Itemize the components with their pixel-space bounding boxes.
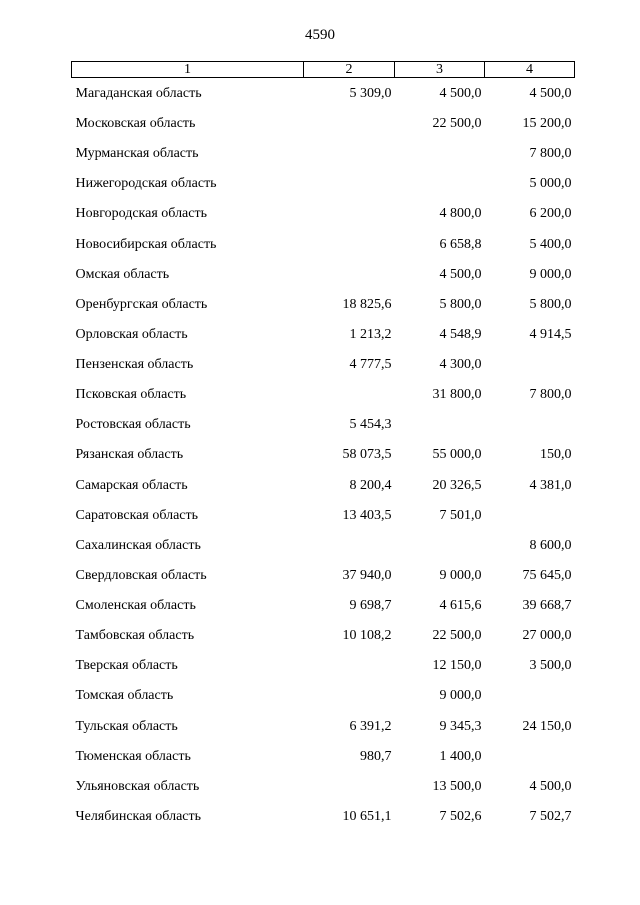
column-2-value: [304, 681, 395, 711]
column-3-value: 1 400,0: [439, 748, 482, 764]
column-3-value: 22 500,0: [432, 116, 482, 132]
column-2-value: 37 940,0: [342, 567, 392, 583]
region-name: Новосибирская область: [75, 236, 217, 252]
region-name: Оренбургская область: [75, 296, 208, 312]
column-2-value: 4 777,5: [349, 357, 392, 373]
column-2-value: 58 073,5: [342, 447, 392, 463]
region-name: Смоленская область: [75, 598, 196, 614]
column-4-value: 150,0: [540, 447, 572, 463]
column-4-value: 4 914,5: [529, 326, 572, 342]
column-4-value: 7 800,0: [529, 146, 572, 162]
column-4-value: 8 600,0: [529, 537, 572, 553]
column-4-value: 4 381,0: [529, 477, 572, 493]
column-header-3: 3: [395, 62, 485, 78]
column-2-value: 8 200,4: [349, 477, 392, 493]
column-2-value: 10 651,1: [342, 808, 392, 824]
table-row: [72, 199, 575, 229]
table-row: [72, 471, 575, 501]
column-4-value: 9 000,0: [529, 266, 572, 282]
table-row: [72, 290, 575, 320]
region-name: Тюменская область: [75, 748, 191, 764]
column-3-value: [395, 410, 485, 440]
column-2-value: [304, 109, 395, 139]
table-row: [72, 681, 575, 711]
table-row: [72, 651, 575, 681]
region-name: Ростовская область: [75, 417, 191, 433]
region-name: Тамбовская область: [75, 628, 195, 644]
column-2-value: [304, 169, 395, 199]
column-3-value: [395, 139, 485, 169]
table-row: [72, 772, 575, 802]
column-2-value: 1 213,2: [349, 326, 392, 342]
column-2-value: 6 391,2: [349, 718, 392, 734]
table-body: [72, 78, 575, 833]
column-2-value: [304, 772, 395, 802]
column-2-value: 10 108,2: [342, 628, 392, 644]
column-2-value: [304, 230, 395, 260]
column-4-value: 4 500,0: [529, 778, 572, 794]
table-row: [72, 802, 575, 832]
region-name: Рязанская область: [75, 447, 184, 463]
region-name: Томская область: [75, 688, 174, 704]
column-4-value: 5 400,0: [529, 236, 572, 252]
region-name: Ульяновская область: [75, 778, 200, 794]
column-2-value: 5 309,0: [349, 85, 392, 101]
region-name: Тульская область: [75, 718, 178, 734]
column-4-value: 5 800,0: [529, 296, 572, 312]
region-name: Сахалинская область: [75, 537, 201, 553]
column-4-value: 15 200,0: [522, 116, 572, 132]
region-name: Мурманская область: [75, 146, 199, 162]
column-header-1: 1: [72, 62, 304, 78]
region-name: Магаданская область: [75, 85, 202, 101]
table-row: [72, 380, 575, 410]
column-3-value: 7 501,0: [439, 507, 482, 523]
column-4-value: 4 500,0: [529, 85, 572, 101]
column-2-value: 9 698,7: [349, 598, 392, 614]
column-3-value: 5 800,0: [439, 296, 482, 312]
column-4-value: 75 645,0: [522, 567, 572, 583]
page-number: 4590: [305, 27, 335, 43]
column-2-value: 5 454,3: [349, 417, 392, 433]
column-4-value: [485, 410, 575, 440]
column-2-value: 980,7: [360, 748, 392, 764]
column-3-value: 31 800,0: [432, 387, 482, 403]
table-row: [72, 109, 575, 139]
column-3-value: [395, 169, 485, 199]
table-row: [72, 139, 575, 169]
column-header-2: 2: [304, 62, 395, 78]
column-3-value: 6 658,8: [439, 236, 482, 252]
table-row: [72, 169, 575, 199]
table-row: [72, 78, 575, 110]
table-row: [72, 621, 575, 651]
column-4-value: [485, 742, 575, 772]
table-row: [72, 742, 575, 772]
column-4-value: 3 500,0: [529, 658, 572, 674]
table-row: [72, 501, 575, 531]
column-2-value: [304, 531, 395, 561]
column-4-value: 39 668,7: [522, 598, 572, 614]
table-header-row: [72, 62, 575, 78]
column-2-value: [304, 139, 395, 169]
allocation-table: [71, 61, 575, 832]
region-name: Орловская область: [75, 326, 188, 342]
column-3-value: 4 800,0: [439, 206, 482, 222]
table-row: [72, 260, 575, 290]
column-4-value: [485, 501, 575, 531]
column-4-value: [485, 350, 575, 380]
column-4-value: [485, 681, 575, 711]
column-3-value: 55 000,0: [432, 447, 482, 463]
region-name: Самарская область: [75, 477, 188, 493]
column-header-4: 4: [485, 62, 575, 78]
column-4-value: 24 150,0: [522, 718, 572, 734]
column-4-value: 6 200,0: [529, 206, 572, 222]
column-3-value: 4 500,0: [439, 266, 482, 282]
column-2-value: 18 825,6: [342, 296, 392, 312]
region-name: Московская область: [75, 116, 196, 132]
table-row: [72, 350, 575, 380]
region-name: Новгородская область: [75, 206, 207, 222]
region-name: Псковская область: [75, 387, 187, 403]
column-2-value: [304, 380, 395, 410]
column-3-value: 9 000,0: [439, 688, 482, 704]
column-3-value: 12 150,0: [432, 658, 482, 674]
table-row: [72, 320, 575, 350]
table-row: [72, 440, 575, 470]
column-3-value: 20 326,5: [432, 477, 482, 493]
column-3-value: [395, 531, 485, 561]
column-4-value: 27 000,0: [522, 628, 572, 644]
column-3-value: 9 000,0: [439, 567, 482, 583]
region-name: Саратовская область: [75, 507, 199, 523]
region-name: Свердловская область: [75, 567, 207, 583]
table-row: [72, 230, 575, 260]
column-4-value: 7 800,0: [529, 387, 572, 403]
column-3-value: 13 500,0: [432, 778, 482, 794]
column-3-value: 4 500,0: [439, 85, 482, 101]
column-3-value: 4 548,9: [439, 326, 482, 342]
region-name: Нижегородская область: [75, 176, 217, 192]
table-row: [72, 410, 575, 440]
column-3-value: 4 300,0: [439, 357, 482, 373]
column-2-value: [304, 199, 395, 229]
table-row: [72, 712, 575, 742]
table-row: [72, 561, 575, 591]
column-4-value: 7 502,7: [529, 808, 572, 824]
region-name: Тверская область: [75, 658, 178, 674]
column-4-value: 5 000,0: [529, 176, 572, 192]
column-2-value: 13 403,5: [342, 507, 392, 523]
column-3-value: 22 500,0: [432, 628, 482, 644]
column-3-value: 4 615,6: [439, 598, 482, 614]
table-row: [72, 531, 575, 561]
column-2-value: [304, 651, 395, 681]
column-3-value: 9 345,3: [439, 718, 482, 734]
column-3-value: 7 502,6: [439, 808, 482, 824]
column-2-value: [304, 260, 395, 290]
region-name: Пензенская область: [75, 357, 194, 373]
table-row: [72, 591, 575, 621]
region-name: Челябинская область: [75, 808, 201, 824]
region-name: Омская область: [75, 266, 170, 282]
